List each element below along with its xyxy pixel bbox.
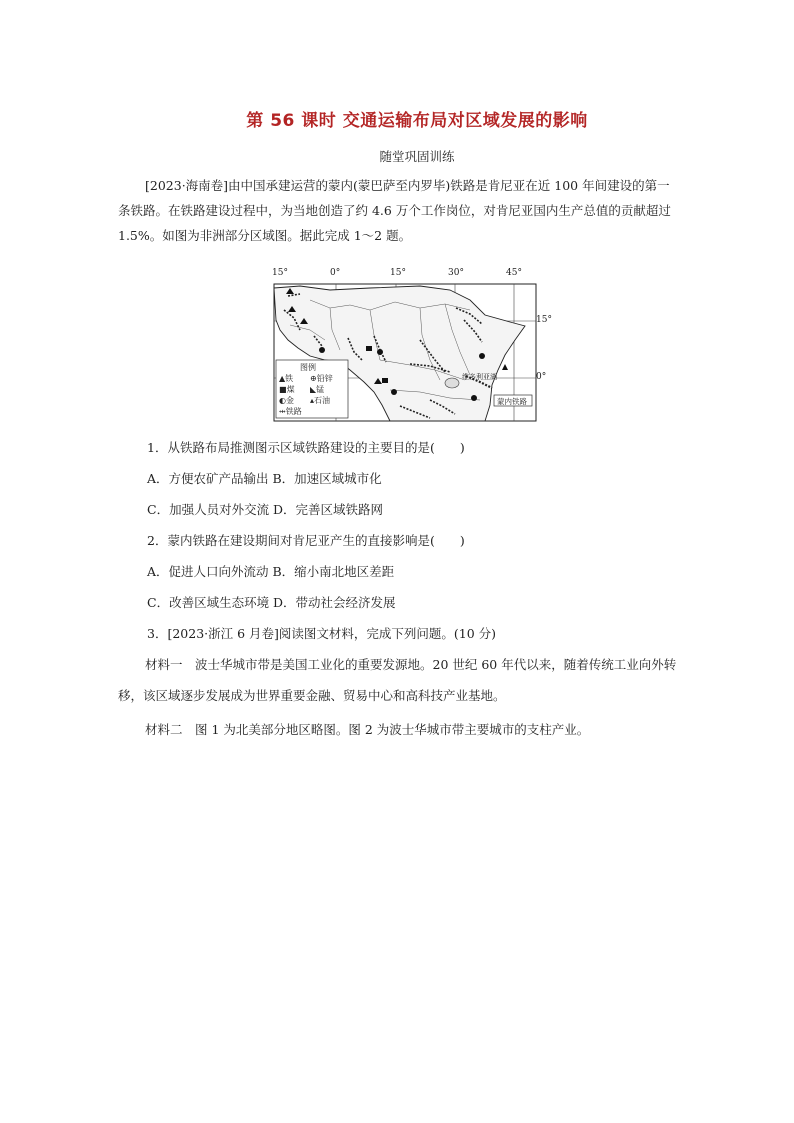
legend-leadzinc-label: 铅锌 [316,374,333,383]
question-1-options-ab: A．方便农矿产品输出 B．加速区域城市化 [147,471,382,486]
legend-manganese: ◣锰 [310,385,325,394]
legend-gold-label: 金 [285,396,294,405]
lake-label: 维多利亚湖 [462,373,497,381]
lon-label-e15: 15° [390,268,406,278]
question-3-stem: 3．[2023·浙江 6 月卷]阅读图文材料，完成下列问题。(10 分) [147,626,497,641]
question-2-stem: 2．蒙内铁路在建设期间对肯尼亚产生的直接影响是( ) [147,533,465,548]
question-1-options-cd: C．加强人员对外交流 D．完善区域铁路网 [147,502,384,517]
legend-gold: ◐金 [279,396,294,405]
material-2: 材料二 图 1 为北美部分地区略图。图 2 为波士华城市带主要城市的支柱产业。 [145,722,590,737]
lon-label-w15: 15° [272,268,288,278]
lon-label-e45: 45° [506,268,522,278]
africa-map [270,268,552,424]
lon-label-0: 0° [330,268,341,278]
legend-title: 图例 [300,363,316,372]
lon-label-e30: 30° [448,268,464,278]
legend-iron-label: 铁 [285,374,294,383]
legend-oil-label: 石油 [314,396,331,405]
question-1-stem: 1．从铁路布局推测图示区域铁路建设的主要目的是( ) [147,440,465,455]
material-1: 材料一 波士华城市带是美国工业化的重要发源地。20 世纪 60 年代以来，随着传统工业向外转移，该区域逐步发展成为世界重要金融、贸易中心和高科技产业基地。 [118,657,677,703]
legend-oil: ▴石油 [310,396,331,405]
lesson-title: 第 56 课时 交通运输布局对区域发展的影响 [246,111,588,131]
lat-label-0: 0° [536,372,547,382]
question-2-options-ab: A．促进人口向外流动 B．缩小南北地区差距 [147,564,395,579]
legend-coal: ■煤 [279,385,295,394]
lake-victoria [445,378,459,388]
legend-iron: ▲铁 [279,374,294,383]
section-subtitle: 随堂巩固训练 [379,149,455,164]
legend-railway: ⇹铁路 [279,407,302,416]
legend-coal-label: 煤 [286,385,295,394]
rail-label: 蒙内铁路 [497,397,527,406]
lat-label-n15: 15° [536,315,552,325]
question-2-options-cd: C．改善区域生态环境 D．带动社会经济发展 [147,595,396,610]
legend-railway-label: 铁路 [285,407,302,416]
legend-manganese-label: 锰 [316,385,325,394]
legend-leadzinc: ⊕铅锌 [310,374,333,383]
intro-paragraph: [2023·海南卷]由中国承建运营的蒙内(蒙巴萨至内罗毕)铁路是肯尼亚在近 100 年间建设的第一条铁路。在铁路建设过程中，为当地创造了约 4.6 万个工作岗位，对肯尼亚国内生产总值的贡献超过 1.5%。如图为非洲部分区域图。据此完成 1～2 题。 [118,178,671,243]
